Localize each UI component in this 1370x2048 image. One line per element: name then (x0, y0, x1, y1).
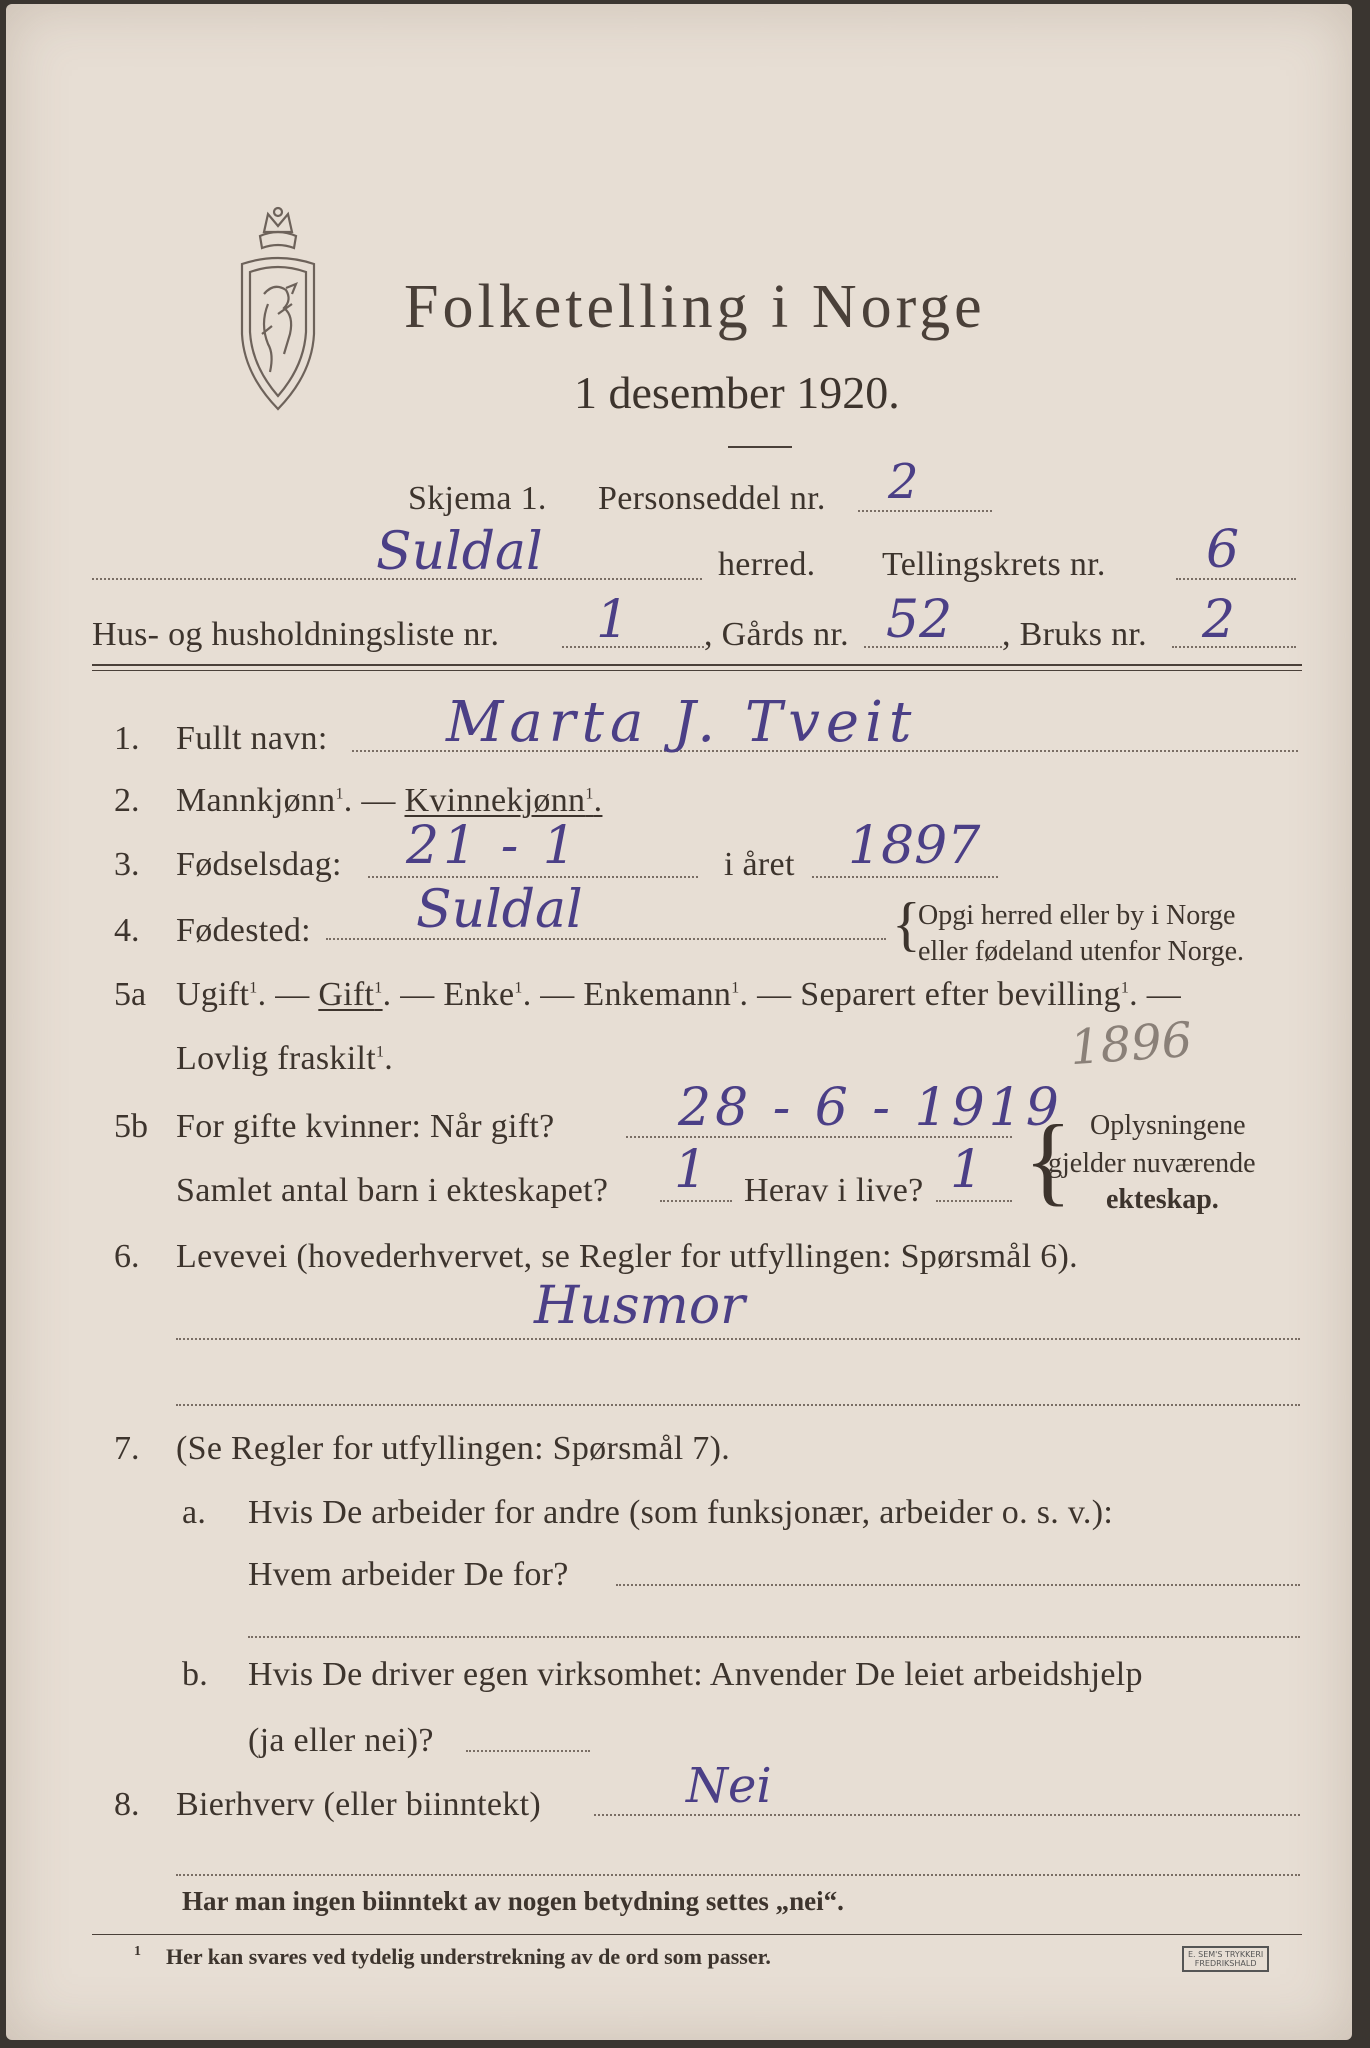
q5b-note-2: gjelder nuværende (1048, 1148, 1256, 1179)
bruks-value: 2 (1202, 590, 1236, 650)
footnote-ref: 1 (514, 979, 523, 997)
personseddel-line (858, 510, 992, 512)
herred-value: Suldal (376, 522, 543, 582)
q5a-end: . (384, 1040, 394, 1077)
q5a-dash: . — (522, 976, 575, 1013)
q3-year-line (812, 876, 998, 878)
nei-instruction: Har man ingen biinntekt av nogen betydning settes „nei“. (182, 1886, 844, 1916)
q3-day-line (368, 876, 698, 878)
q5b-number: 5b (114, 1108, 148, 1145)
q5a-dash: . — (739, 976, 792, 1013)
q5a-dash: . — (1129, 976, 1182, 1013)
q4-note-1: Opgi herred eller by i Norge (918, 900, 1236, 931)
q5b-note-3: ekteskap. (1106, 1184, 1219, 1215)
q5a-dash: . — (257, 976, 310, 1013)
footnote-ref: 1 (731, 979, 740, 997)
q2-separator: . — (343, 782, 396, 819)
footnote-ref: 1 (1120, 979, 1130, 997)
q3-number: 3. (114, 846, 140, 883)
personseddel-value: 2 (888, 454, 919, 510)
q7a-line-2 (248, 1636, 1300, 1638)
q4-note-2: eller fødeland utenfor Norge. (918, 936, 1245, 967)
q5b-brace-icon: { (1024, 1104, 1072, 1215)
q7-number: 7. (114, 1430, 140, 1467)
tellingskrets-label: Tellingskrets nr. (882, 546, 1106, 583)
q6-line-1 (176, 1338, 1300, 1340)
gift-option: Gift (318, 976, 375, 1013)
skjema-label: Skjema 1. (408, 480, 547, 517)
q8-number: 8. (114, 1786, 140, 1823)
q7-label: (Se Regler for utfyllingen: Spørsmål 7). (176, 1430, 731, 1467)
q4-number: 4. (114, 912, 140, 949)
footnote-mark: 1 (134, 1944, 141, 1959)
birthplace-value: Suldal (416, 880, 583, 940)
q1-number: 1. (114, 720, 140, 757)
q6-line-2 (176, 1404, 1300, 1406)
header-rule-1 (92, 664, 1302, 666)
q5b-label-1: For gifte kvinner: Når gift? (176, 1108, 555, 1145)
female-option-selected (405, 782, 603, 819)
q7b-letter: b. (182, 1656, 209, 1693)
children-alive-value: 1 (950, 1140, 984, 1200)
header-rule-2 (92, 670, 1302, 671)
male-option: Mannkjønn (176, 782, 336, 819)
printer-stamp-line-1: E. SEM'S TRYKKERI (1188, 1950, 1264, 1959)
q4-line (326, 938, 886, 940)
q5a-options-line2 (176, 1040, 393, 1078)
title-divider (728, 446, 792, 448)
q7b-text: Hvis De driver egen virksomhet: Anvender De leiet arbeidshjelp (248, 1656, 1143, 1693)
footnote-text: Her kan svares ved tydelig understrekning av de ord som passer. (166, 1944, 771, 1969)
footnote-ref: 1 (374, 979, 383, 997)
q4-label: Fødested: (176, 912, 311, 949)
footnote-ref: 1 (249, 979, 258, 997)
hus-value: 1 (596, 590, 630, 650)
full-name-value: Marta J. Tveit (446, 690, 918, 755)
q5b-note-1: Oplysningene (1090, 1110, 1246, 1141)
q8-line-2 (176, 1874, 1300, 1876)
q5a-number: 5a (114, 976, 147, 1013)
q7a-line-1 (616, 1584, 1300, 1586)
q4-brace-icon: { (892, 891, 921, 957)
lovlig-option: Lovlig fraskilt (176, 1040, 376, 1077)
norwegian-coat-of-arms-icon (234, 204, 322, 414)
q5a-options (176, 976, 1181, 1014)
gards-label: , Gårds nr. (704, 616, 849, 653)
q7a-text: Hvis De arbeider for andre (som funksjonær, arbeider o. s. v.): (248, 1494, 1114, 1531)
hus-label: Hus- og husholdningsliste nr. (92, 616, 500, 653)
gift-option-selected (318, 976, 382, 1013)
q8-label: Bierhverv (eller biinntekt) (176, 1786, 541, 1823)
q5b-line-3 (936, 1200, 1012, 1202)
q2-number: 2. (114, 782, 140, 819)
personseddel-label: Personseddel nr. (598, 480, 826, 517)
enke-option: Enke (443, 976, 515, 1013)
birthday-value: 21 - 1 (406, 816, 580, 876)
q2-options (176, 782, 602, 820)
enkemann-option: Enkemann (583, 976, 732, 1013)
q3-year-label: i året (724, 846, 795, 883)
q2-end: . (593, 782, 603, 819)
ugift-option: Ugift (176, 976, 250, 1013)
census-date: 1 desember 1920. (574, 367, 900, 418)
footnote-ref: 1 (585, 785, 594, 803)
hus-line (562, 646, 704, 648)
q5b-label-3: Herav i live? (744, 1172, 924, 1209)
side-income-value: Nei (686, 1758, 772, 1814)
q7a-letter: a. (182, 1494, 207, 1531)
q1-label: Fullt navn: (176, 720, 328, 757)
q7b-line (466, 1750, 590, 1752)
footnote-ref: 1 (375, 1043, 385, 1061)
q3-label: Fødselsdag: (176, 846, 342, 883)
q7a-question: Hvem arbeider De for? (248, 1556, 569, 1593)
gards-value: 52 (886, 590, 953, 650)
q5a-dash: . — (382, 976, 435, 1013)
q6-label: Levevei (hovederhvervet, se Regler for utfyllingen: Spørsmål 6). (176, 1238, 1078, 1275)
footnote-ref: 1 (335, 785, 344, 803)
birth-year-value: 1897 (848, 816, 981, 876)
q5b-line-2 (660, 1200, 732, 1202)
printer-stamp (1182, 1946, 1269, 1972)
marriage-date-value: 28 - 6 - 1919 (678, 1078, 1063, 1138)
footnote-rule (92, 1934, 1302, 1935)
separert-option: Separert efter bevilling (800, 976, 1121, 1013)
female-option: Kvinnekjønn (404, 782, 586, 819)
herred-label: herred. (718, 546, 816, 583)
q8-line-1 (594, 1814, 1300, 1816)
bruks-label: , Bruks nr. (1002, 616, 1147, 653)
q6-number: 6. (114, 1238, 140, 1275)
children-total-value: 1 (674, 1140, 708, 1200)
q7b-question: (ja eller nei)? (248, 1722, 434, 1759)
printer-stamp-line-2: FREDRIKSHALD (1194, 1959, 1257, 1968)
tellingskrets-value: 6 (1206, 520, 1240, 580)
q5b-label-2: Samlet antal barn i ekteskapet? (176, 1172, 609, 1209)
occupation-value: Husmor (534, 1276, 745, 1336)
form-title: Folketelling i Norge (404, 273, 986, 341)
census-form (6, 4, 1352, 2040)
margin-annotation: 1896 (1068, 1011, 1194, 1077)
